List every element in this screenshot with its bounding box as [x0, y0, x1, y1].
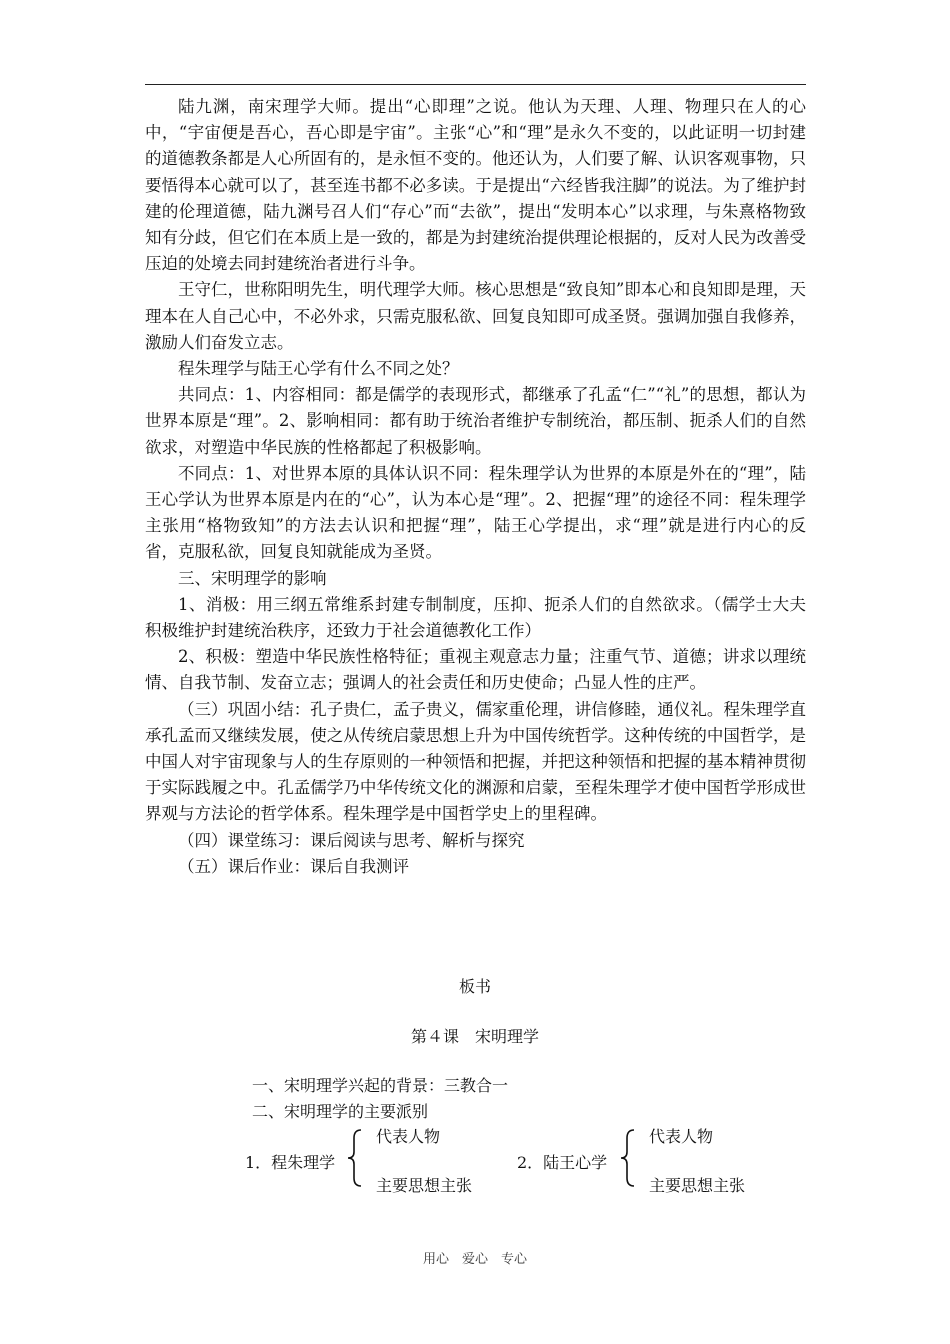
paragraph-wang-shouren: 王守仁，世称阳明先生，明代理学大师。核心思想是“致良知”即本心和良知即是理，天理本在人自己心中，不必外求，只需克服私欲、回复良知即可成圣贤。强调加强自我修养，激励人们奋发立志。 [145, 280, 806, 352]
page-footer: 用心 爱心 专心 [422, 1252, 527, 1267]
left-brace-icon [619, 1128, 639, 1188]
body-text [145, 94, 806, 880]
board-heading: 板书 [458, 977, 491, 996]
board-line-schools: 二、宋明理学的主要派别 [252, 1102, 429, 1121]
paragraph-homework: （五）课后作业：课后自我测评 [178, 856, 409, 876]
paragraph-negative: 1、消极：用三纲五常维系封建专制制度，压抑、扼杀人们的自然欲求。（儒学士大夫积极维护封建统治秩序，还致力于社会道德教化工作） [145, 594, 806, 641]
paragraph-differences: 不同点：1、对世界本原的具体认识不同：程朱理学认为世界的本原是外在的“理”，陆王心学认为世界本原是内在的“心”，认为本心是“理”。2、把握“理”的途径不同：程朱理学主张用“格物致知”的方法去认识和把握“理”，陆王心学提出，求“理”就是进行内心的反省，克服私欲，回复良知就能成为圣贤。 [145, 463, 806, 562]
school-luwang-label: 2．陆王心学 [517, 1153, 608, 1172]
paragraph-question: 程朱理学与陆王心学有什么不同之处？ [178, 359, 459, 379]
left-brace-icon [346, 1128, 366, 1188]
paragraph-lu-jiuyuan: 陆九渊，南宋理学大师。提出“心即理”之说。他认为天理、人理、物理只在人的心中，“宇宙便是吾心，吾心即是宇宙”。主张“心”和“理”是永久不变的，以此证明一切封建的道德教条都是人心所固有的，是永恒不变的。他还认为，人们要了解、认识客观事物，只要悟得本心就可以了，甚至连书都不必多读。于是提出“六经皆我注脚”的说法。为了维护封建的伦理道德，陆九渊号召人们“存心”而“去欲”，提出“发明本心”以求理，与朱熹格物致知有分歧，但它们在本质上是一致的，都是为封建统治提供理论根据的，反对人民为改善受压迫的处境去同封建统治者进行斗争。 [145, 97, 806, 274]
school1-people-label: 代表人物 [376, 1127, 441, 1146]
board-line-background: 一、宋明理学兴起的背景：三教合一 [252, 1076, 509, 1095]
header-rule [145, 84, 806, 85]
section-heading-influence: 三、宋明理学的影响 [178, 568, 327, 588]
school1-ideas-label: 主要思想主张 [376, 1176, 473, 1195]
paragraph-summary: （三）巩固小结：孔子贵仁，孟子贵义，儒家重伦理，讲信修睦，通仪礼。程朱理学直承孔孟而又继续发展，使之从传统启蒙思想上升为中国传统哲学。这种传统的中国哲学，是中国人对宇宙现象与人的生存原则的一种领悟和把握，并把这种领悟和把握的基本精神贯彻于实际践履之中。孔孟儒学乃中华传统文化的渊源和启蒙，至程朱理学才使中国哲学形成世界观与方法论的哲学体系。程朱理学是中国哲学史上的里程碑。 [145, 699, 806, 824]
school2-people-label: 代表人物 [649, 1127, 714, 1146]
paragraph-positive: 2、积极：塑造中华民族性格特征；重视主观意志力量；注重气节、道德；讲求以理统情、自我节制、发奋立志；强调人的社会责任和历史使命；凸显人性的庄严。 [145, 647, 806, 693]
paragraph-similarities: 共同点：1、内容相同：都是儒学的表现形式，都继承了孔孟“仁”“礼”的思想，都认为世界本原是“理”。2、影响相同：都有助于统治者维护专制统治，都压制、扼杀人们的自然欲求，对塑造中华民族的性格都起了积极影响。 [145, 385, 806, 457]
school2-ideas-label: 主要思想主张 [649, 1176, 746, 1195]
paragraph-exercise: （四）课堂练习：课后阅读与思考、解析与探究 [178, 830, 525, 850]
lesson-title: 第４课 宋明理学 [410, 1027, 539, 1046]
school-chengzhu-label: 1．程朱理学 [245, 1153, 336, 1172]
